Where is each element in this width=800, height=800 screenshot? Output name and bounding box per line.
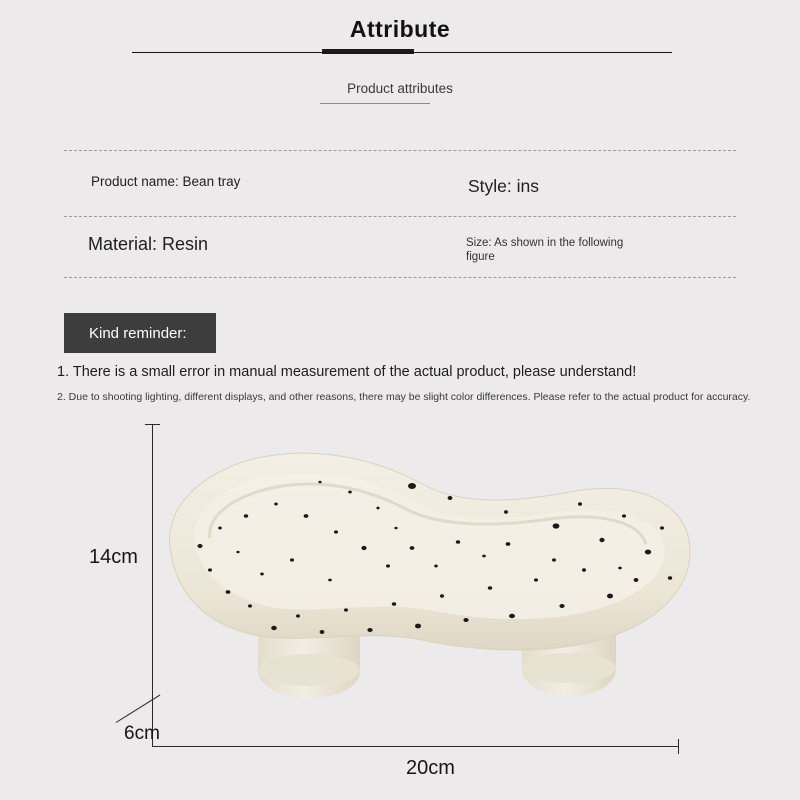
attribute-style: Style: ins xyxy=(468,176,539,196)
attribute-divider-top xyxy=(64,150,736,151)
page-title: Attribute xyxy=(349,16,451,42)
bean-tray-illustration xyxy=(150,420,710,740)
reminder-note-2: 2. Due to shooting lighting, different displays, and other reasons, there may be slight color differences. Please refer to the actual product for accuracy. xyxy=(57,391,751,403)
page-subtitle: Product attributes xyxy=(347,81,453,96)
tray-body xyxy=(169,453,690,650)
attribute-product-name: Product name: Bean tray xyxy=(91,174,241,189)
subtitle-underline xyxy=(320,103,430,104)
width-dimension-cap xyxy=(678,739,679,754)
depth-dimension-label: 6cm xyxy=(124,723,160,744)
attribute-material: Material: Resin xyxy=(88,234,209,254)
attribute-divider-bottom xyxy=(64,277,736,278)
reminder-note-1: 1. There is a small error in manual measurement of the actual product, please understand! xyxy=(57,364,637,380)
title-horizontal-rule xyxy=(132,52,672,53)
kind-reminder-label: Kind reminder: xyxy=(89,324,187,342)
attribute-divider-middle xyxy=(64,216,736,217)
kind-reminder-badge xyxy=(64,313,216,353)
width-dimension-label: 20cm xyxy=(406,757,455,779)
width-dimension-line xyxy=(152,746,679,747)
attribute-size: Size: As shown in the following figure xyxy=(466,237,624,263)
height-dimension-label: 14cm xyxy=(89,546,138,568)
product-image-bean-tray xyxy=(150,420,710,740)
